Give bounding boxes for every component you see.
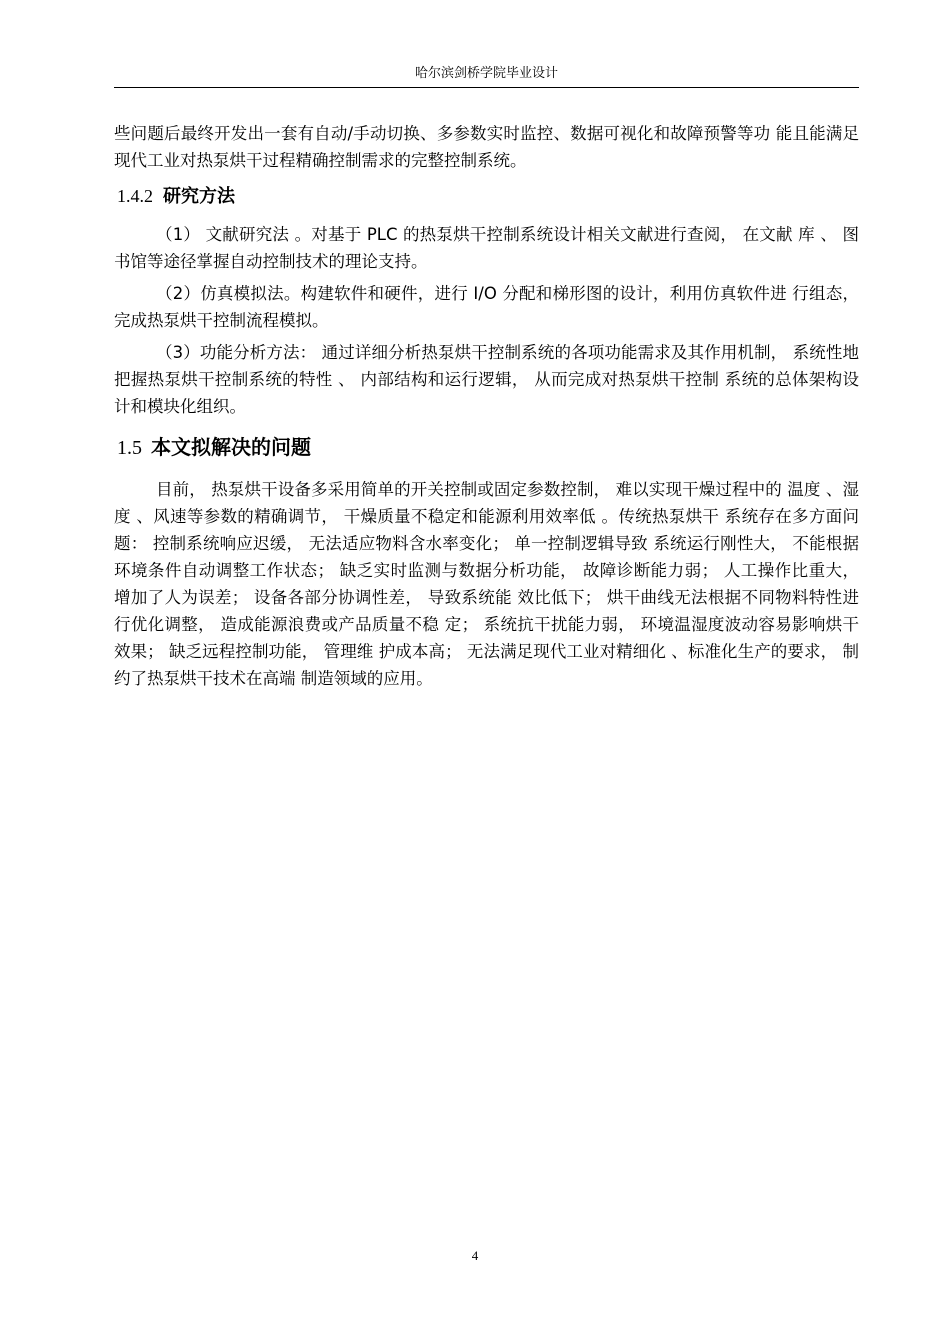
section-heading-1-4-2 bbox=[117, 182, 859, 211]
page-number: 4 bbox=[471, 1248, 479, 1263]
intro-paragraph: 些问题后最终开发出一套有自动/手动切换、多参数实时监控、数据可视化和故障预警等功 能且能满足现代工业对热泵烘干过程精确控制需求的完整控制系统。 bbox=[114, 124, 859, 170]
method-item-1: （1） 文献研究法 。对基于 PLC 的热泵烘干控制系统设计相关文献进行查阅， 在文献 库 、 图书馆等途径掌握自动控制技术的理论支持。 bbox=[114, 225, 859, 271]
section-heading-1-5 bbox=[117, 432, 859, 463]
header-divider bbox=[114, 87, 859, 88]
section-number: 1.5 bbox=[117, 437, 142, 459]
problem-paragraph: 目前， 热泵烘干设备多采用简单的开关控制或固定参数控制， 难以实现干燥过程中的 温度 、湿度 、风速等参数的精确调节， 干燥质量不稳定和能源利用效率低 。传统热泵烘干 系统存在多方面问题： 控制系统响应迟缓， 无法适应物料含水率变化； 单一控制逻辑导致 系统运行刚性大， 不能根据环境条件自动调整工作状态； 缺乏实时监测与数据分析功能， 故障诊断能力弱； 人工操作比重大， 增加了人为误差； 设备各部分协调性差， 导致系统能 效比低下； 烘干曲线无法根据不同物料特性进行优化调整， 造成能源浪费或产品质量不稳 定； 系统抗干扰能力弱， 环境温湿度波动容易影响烘干效果； 缺乏远程控制功能， 管理维 护成本高； 无法满足现代工业对精细化 、标准化生产的要求， 制约了热泵烘干技术在高端 制造领域的应用。 bbox=[114, 480, 859, 688]
page-header: 哈尔滨剑桥学院毕业设计 bbox=[414, 66, 558, 81]
section-title: 本文拟解决的问题 bbox=[151, 435, 311, 459]
section-title: 研究方法 bbox=[163, 186, 235, 207]
method-item-2: （2）仿真模拟法。构建软件和硬件，进行 I/O 分配和梯形图的设计，利用仿真软件进 行组态， 完成热泵烘干控制流程模拟。 bbox=[114, 284, 859, 330]
section-number: 1.4.2 bbox=[117, 186, 153, 206]
page-body bbox=[114, 120, 859, 692]
method-item-3: （3）功能分析方法： 通过详细分析热泵烘干控制系统的各项功能需求及其作用机制， 系统性地把握热泵烘干控制系统的特性 、 内部结构和运行逻辑， 从而完成对热泵烘干控制 系统的总体架构设计和模块化组织。 bbox=[114, 343, 859, 416]
